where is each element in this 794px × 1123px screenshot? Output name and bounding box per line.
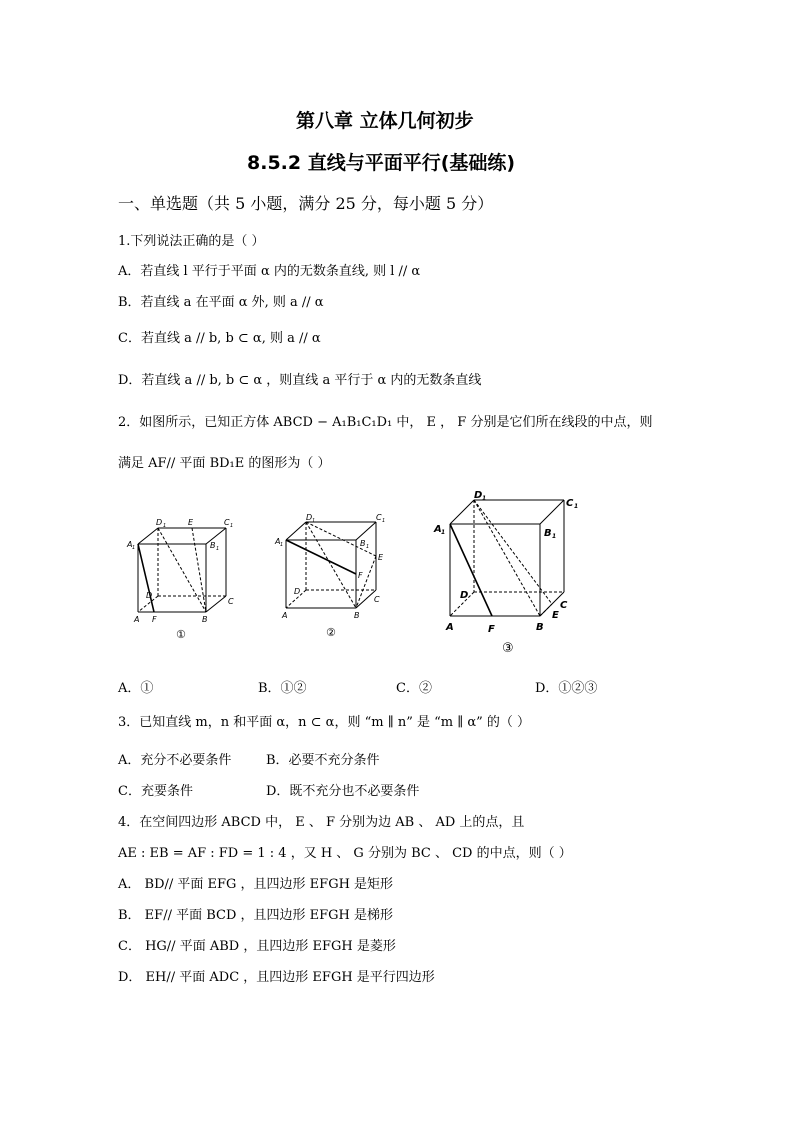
question-2-stem-line2: 满足 AF// 平面 BD₁E 的图形为（ ） [118,456,331,471]
figure-label: C [374,595,380,604]
cube-figure-1 [124,514,244,648]
figure-label: 1 [482,495,487,502]
figure-label: 1 [441,529,446,536]
figure-label: A [446,622,454,633]
cube-figure-3 [430,486,590,662]
question-1-stem: 1.下列说法正确的是（ ） [118,234,265,249]
vertex-label: D [156,518,163,527]
figure-label: 1 [230,523,234,529]
figure-label: A [275,537,281,546]
figure-label: 1 [552,533,557,540]
question-3-option-d: D．既不充分也不必要条件 [266,784,420,799]
question-1-option-a: A．若直线 l 平行于平面 α 内的无数条直线, 则 l // α [118,264,421,279]
question-4-stem-line2: AE : EB = AF : FD = 1 : 4 ，又 H 、 G 分别为 BC 、 CD 的中点，则（ ） [118,846,572,861]
figure-label: A [127,540,133,549]
figure-label: C [224,518,230,527]
cube-figure-2 [272,510,392,644]
figure-label: B [544,528,552,539]
section-heading: 一、单选题（共 5 小题，满分 25 分，每小题 5 分） [118,194,494,213]
figure-label: B [536,622,544,633]
figure-label: F [488,624,495,635]
figure-label: C [228,597,234,606]
figure-label: 1 [163,523,167,529]
question-2-option-b: B．①② [258,681,307,696]
figure-label: C [560,600,568,611]
figure-label: C [566,498,574,509]
question-3-option-c: C．充要条件 [118,784,193,799]
figure-label: ③ [502,641,514,656]
question-4-option-c: C． HG// 平面 ABD ，且四边形 EFGH 是菱形 [118,939,396,954]
figure-label: A [434,524,442,535]
figure-label: A [134,615,140,624]
figure-label: B [360,539,366,548]
question-4-option-d: D． EH// 平面 ADC ，且四边形 EFGH 是平行四边形 [118,970,435,985]
figure-label: F [358,571,363,580]
figure-label: D [306,513,313,522]
figure-label: B [202,615,208,624]
question-2-option-d: D．①②③ [535,681,598,696]
question-1-option-d: D．若直线 a // b, b ⊂ α ，则直线 a 平行于 α 内的无数条直线 [118,373,482,388]
figure-label: E [378,553,384,562]
figure-label: 1 [382,518,386,524]
figure-label: B [210,541,216,550]
chapter-title: 第八章 立体几何初步 [296,110,474,132]
question-1-option-c: C．若直线 a // b, b ⊂ α, 则 a // α [118,331,321,346]
question-4-option-a: A． BD// 平面 EFG ，且四边形 EFGH 是矩形 [118,877,394,892]
question-2-option-c: C．② [396,681,432,696]
figure-label: A [282,611,288,620]
figure-label: B [354,611,360,620]
question-1-option-b: B．若直线 a 在平面 α 外, 则 a // α [118,295,324,310]
question-4-stem-line1: 4．在空间四边形 ABCD 中， E 、 F 分别为边 AB 、 AD 上的点，且 [118,815,525,830]
figure-label: 1 [280,542,284,548]
figure-caption: ① [176,628,186,641]
figure-label: D [460,590,469,601]
figure-label: F [152,615,157,624]
figure-label: D [146,591,153,600]
question-3-option-a: A．充分不必要条件 [118,753,232,768]
figure-label: D [474,490,483,501]
figure-label: 1 [216,546,220,552]
question-2-option-a: A．① [118,681,154,696]
figure-label: 1 [574,503,579,510]
question-3-stem: 3．已知直线 m，n 和平面 α，n ⊂ α，则 “m ∥ n” 是 “m ∥ α” 的（ ） [118,715,531,730]
question-3-option-b: B．必要不充分条件 [266,753,380,768]
lesson-title: 8.5.2 直线与平面平行(基础练) [247,152,516,174]
figure-label: 1 [132,545,136,551]
figure-label: E [552,610,559,621]
figure-label: E [188,518,194,527]
question-4-option-b: B． EF// 平面 BCD ，且四边形 EFGH 是梯形 [118,908,394,923]
figure-label: 1 [312,518,316,524]
figure-label: ② [326,626,336,639]
figure-label: C [376,513,382,522]
figure-label: 1 [366,544,370,550]
figure-label: D [294,587,301,596]
question-2-stem-line1: 2．如图所示，已知正方体 ABCD − A₁B₁C₁D₁ 中， E ， F 分别是它们所在线段的中点，则 [118,415,653,430]
